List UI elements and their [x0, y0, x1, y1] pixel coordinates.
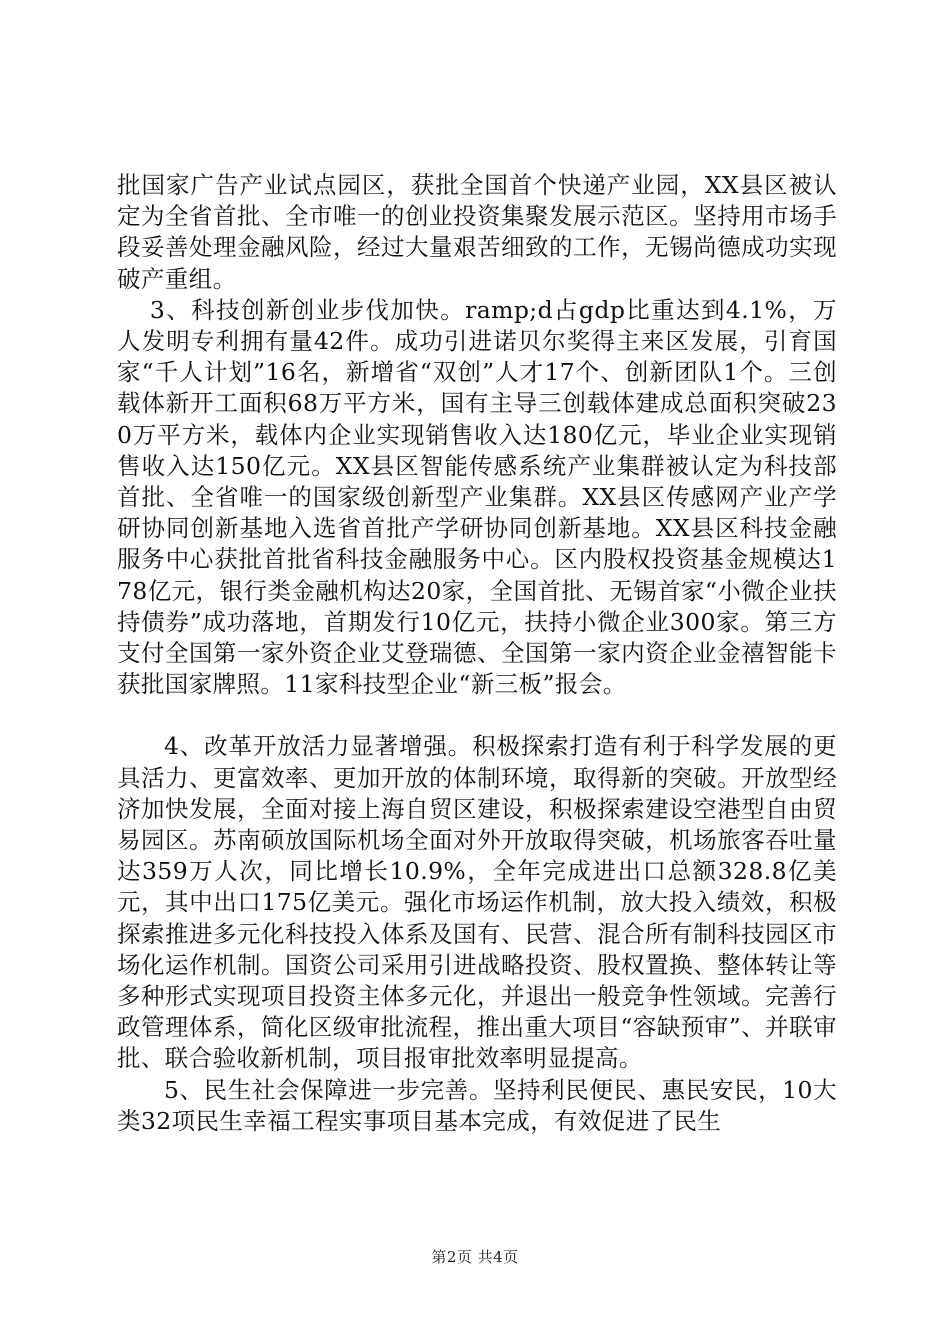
page-number-footer: 第2页 共4页 [431, 1248, 519, 1266]
document-body [117, 170, 837, 1137]
paragraph-section-5: 5、民生社会保障进一步完善。坚持利民便民、惠民安民，10大类32项民生幸福工程实事项目基本完成，有效促进了民生 [117, 1075, 837, 1135]
paragraph-continuation: 批国家广告产业试点园区，获批全国首个快递产业园，XX县区被认定为全省首批、全市唯一的创业投资集聚发展示范区。坚持用市场手段妥善处理金融风险，经过大量艰苦细致的工作，无锡尚德成功实现破产重组。 [117, 171, 837, 293]
paragraph-section-4: 4、改革开放活力显著增强。积极探索打造有利于科学发展的更具活力、更富效率、更加开放的体制环境，取得新的突破。开放型经济加快发展，全面对接上海自贸区建设，积极探索建设空港型自由贸易园区。苏南硕放国际机场全面对外开放取得突破，机场旅客吞吐量达359万人次，同比增长10.9%，全年完成进出口总额328.8亿美元，其中出口175亿美元。强化市场运作机制，放大投入绩效，积极探索推进多元化科技投入体系及国有、民营、混合所有制科技园区市场化运作机制。国资公司采用引进战略投资、股权置换、整体转让等多种形式实现项目投资主体多元化，并退出一般竞争性领域。完善行政管理体系，简化区级审批流程，推出重大项目“容缺预审”、并联审批、联合验收新机制，项目报审批效率明显提高。 [117, 732, 837, 1073]
paragraph-gap [117, 700, 837, 731]
paragraph-section-3: 3、科技创新创业步伐加快。ramp;d占gdp比重达到4.1%，万人发明专利拥有量42件。成功引进诺贝尔奖得主来区发展，引育国家“千人计划”16名，新增省“双创”人才17个、创新团队1个。三创载体新开工面积68万平方米，国有主导三创载体建成总面积突破230万平方米，载体内企业实现销售收入达180亿元，毕业企业实现销售收入达150亿元。XX县区智能传感系统产业集群被认定为科技部首批、全省唯一的国家级创新型产业集群。XX县区传感网产业产学研协同创新基地入选省首批产学研协同创新基地。XX县区科技金融服务中心获批首批省科技金融服务中心。区内股权投资基金规模达178亿元，银行类金融机构达20家，全国首批、无锡首家“小微企业扶持债券”成功落地，首期发行10亿元，扶持小微企业300家。第三方支付全国第一家外资企业艾登瑞德、全国第一家内资企业金禧智能卡获批国家牌照。11家科技型企业“新三板”报会。 [117, 295, 837, 699]
